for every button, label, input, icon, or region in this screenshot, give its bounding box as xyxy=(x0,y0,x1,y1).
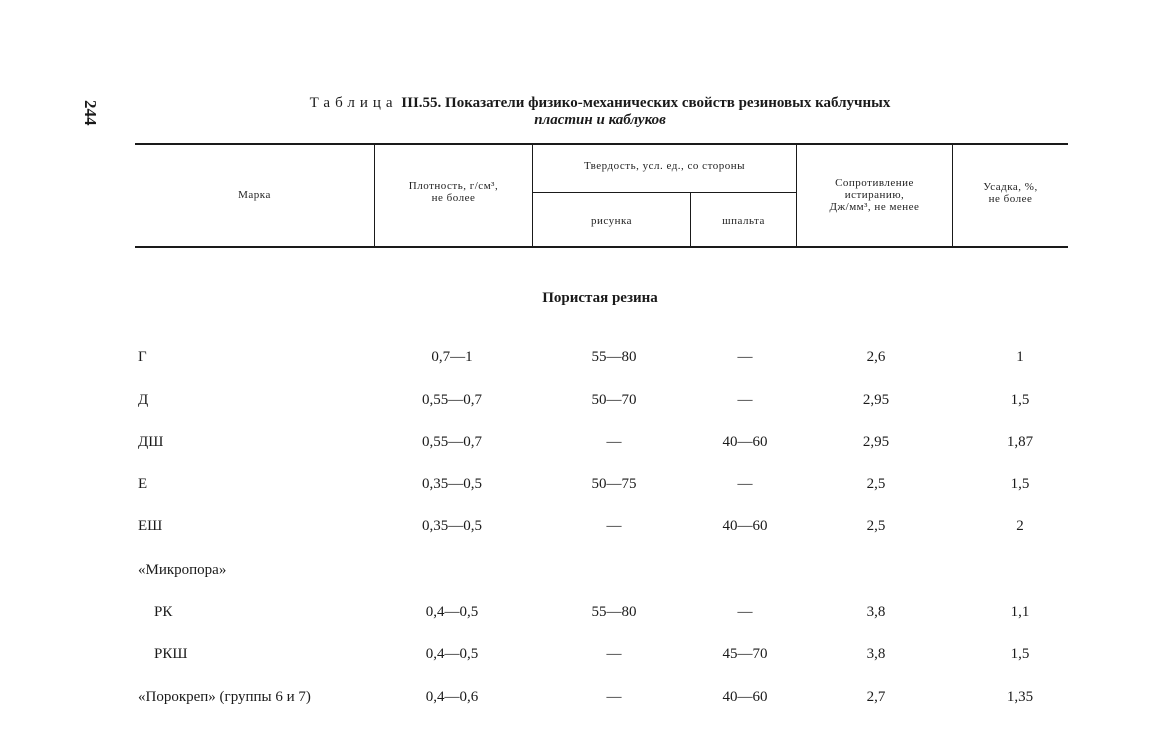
cell-spalt: 40—60 xyxy=(722,434,768,450)
table-row xyxy=(0,392,1174,414)
cell-spalt: — xyxy=(737,604,753,620)
cell-shrink: 2 xyxy=(1016,518,1024,534)
cell-pattern: — xyxy=(606,518,622,534)
header-bottom-rule xyxy=(135,246,1068,248)
cell-shrink: 1,35 xyxy=(1006,689,1034,705)
table-header xyxy=(135,143,1068,248)
cell-abrasion: 2,5 xyxy=(866,518,886,534)
page-number: 244 xyxy=(81,100,100,126)
header-hardness-pattern: рисунка xyxy=(590,215,633,227)
cell-density: 0,7—1 xyxy=(431,349,473,365)
header-top-rule xyxy=(135,143,1068,145)
cell-abrasion: 2,7 xyxy=(866,689,886,705)
cell-mark: Д xyxy=(138,392,149,408)
cell-pattern: — xyxy=(606,434,622,450)
section-title: Пористая резина xyxy=(542,290,658,306)
cell-spalt: 45—70 xyxy=(722,646,768,662)
cell-shrink: 1,5 xyxy=(1010,392,1030,408)
table-title-line2: пластин и каблуков xyxy=(534,112,666,128)
header-shrink xyxy=(953,181,1068,205)
table-row xyxy=(0,434,1174,456)
cell-density: 0,55—0,7 xyxy=(422,434,482,450)
cell-mark: «Порокреп» (группы 6 и 7) xyxy=(138,689,311,705)
cell-pattern: — xyxy=(606,689,622,705)
table-row xyxy=(0,349,1174,371)
header-shrink-line: не более xyxy=(988,193,1033,205)
cell-spalt: 40—60 xyxy=(722,689,768,705)
header-abrasion xyxy=(797,177,952,213)
cell-pattern: 55—80 xyxy=(591,604,637,620)
cell-spalt: 40—60 xyxy=(722,518,768,534)
cell-spalt: — xyxy=(737,349,753,365)
cell-mark: ЕШ xyxy=(138,518,163,534)
header-density xyxy=(375,180,532,204)
cell-shrink: 1,1 xyxy=(1010,604,1030,620)
header-density-line: не более xyxy=(431,192,476,204)
cell-abrasion: 3,8 xyxy=(866,604,886,620)
cell-density: 0,4—0,5 xyxy=(425,646,479,662)
table-caption: III.55. Показатели физико-механических свойств резиновых каблучных xyxy=(401,95,891,111)
cell-pattern: — xyxy=(606,646,622,662)
table-row xyxy=(0,562,1174,584)
cell-shrink: 1,5 xyxy=(1010,646,1030,662)
cell-density: 0,55—0,7 xyxy=(422,392,482,408)
table-label: Таблица xyxy=(309,95,398,111)
cell-pattern: 50—75 xyxy=(591,476,637,492)
table-row xyxy=(0,518,1174,540)
cell-mark: Г xyxy=(138,349,147,365)
table-row xyxy=(0,689,1174,711)
table-row xyxy=(0,646,1174,668)
cell-spalt: — xyxy=(737,476,753,492)
table-title-line1 xyxy=(0,95,1174,112)
table-title xyxy=(0,95,1174,129)
cell-mark: ДШ xyxy=(138,434,164,450)
table-row xyxy=(0,476,1174,498)
cell-density: 0,35—0,5 xyxy=(422,518,482,534)
cell-abrasion: 2,5 xyxy=(866,476,886,492)
header-mark: Марка xyxy=(238,189,271,201)
cell-spalt: — xyxy=(737,392,753,408)
cell-abrasion: 2,95 xyxy=(862,392,890,408)
table-row xyxy=(0,604,1174,626)
cell-density: 0,4—0,6 xyxy=(425,689,479,705)
header-subrule xyxy=(533,192,796,193)
header-shrink-line: Усадка, %, xyxy=(983,181,1038,193)
cell-shrink: 1 xyxy=(1016,349,1024,365)
cell-pattern: 55—80 xyxy=(591,349,637,365)
cell-density: 0,35—0,5 xyxy=(422,476,482,492)
header-density-line: Плотность, г/см³, xyxy=(408,180,499,192)
cell-mark: РКШ xyxy=(154,646,188,662)
cell-mark: Е xyxy=(138,476,148,492)
cell-abrasion: 2,6 xyxy=(866,349,886,365)
header-abrasion-line: Дж/мм³, не менее xyxy=(829,201,920,213)
cell-shrink: 1,5 xyxy=(1010,476,1030,492)
cell-mark: «Микропора» xyxy=(138,562,227,578)
header-hardness: Твердость, усл. ед., со стороны xyxy=(583,160,746,172)
cell-pattern: 50—70 xyxy=(591,392,637,408)
header-abrasion-line: Сопротивление xyxy=(835,177,914,189)
header-hardness-spalt: шпальта xyxy=(722,215,765,227)
cell-mark: РК xyxy=(154,604,173,620)
cell-abrasion: 3,8 xyxy=(866,646,886,662)
cell-shrink: 1,87 xyxy=(1006,434,1034,450)
cell-abrasion: 2,95 xyxy=(862,434,890,450)
cell-density: 0,4—0,5 xyxy=(425,604,479,620)
header-abrasion-line: истиранию, xyxy=(844,189,905,201)
